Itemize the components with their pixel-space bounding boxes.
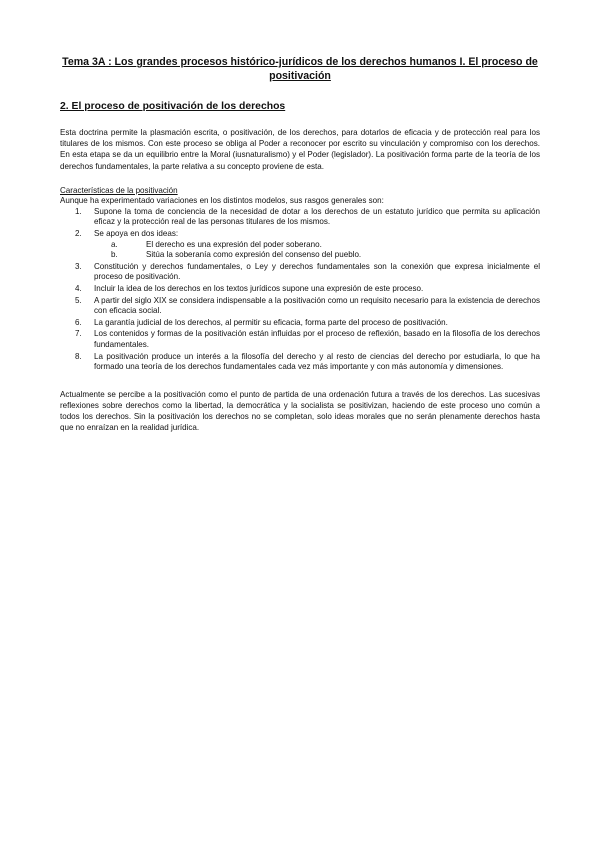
intro-paragraph: Esta doctrina permite la plasmación escrita, o positivación, de los derechos, para dotarlos de eficacia y de protección real para los titulares de los mismos. Con este proceso se obliga al Poder a reconocer por escrito su vinculación y compromiso con los derechos. En esta etapa se da un equilibrio entre la Moral (iusnaturalismo) y el Poder (legislador). La positivación forma parte de la teoría de los derechos fundamentales, la parte relativa a su concepto proviene de esta. [60,128,540,171]
document-title: Tema 3A : Los grandes procesos histórico-jurídicos de los derechos humanos I. El proceso de positivación [62,56,538,82]
list-number: 7. [75,329,82,339]
list-number: 6. [75,317,82,327]
list-item [60,207,540,228]
list-item [60,284,540,295]
sub-list-item-text: El derecho es una expresión del poder soberano. [146,239,322,249]
list-number: 4. [75,283,82,293]
list-item [60,229,540,261]
characteristics-list [60,207,540,373]
sub-list-item [94,250,540,261]
sub-list [94,240,540,261]
closing-paragraph: Actualmente se percibe a la positivación como el punto de partida de una ordenación futura a través de los derechos. Las sucesivas reflexiones sobre derechos como la libertad, la democrática y la socialista se positivizan, haciendo de este proceso uno común a todos los derechos. Sin la positivación los derechos no se completan, solo ideas morales que no serán plenamente derechos hasta que no enraízan en la realidad jurídica. [60,389,540,433]
sub-list-letter: b. [111,250,118,260]
list-item-text: A partir del siglo XIX se considera indispensable a la positivación como un requisito necesario para la existencia de derechos con eficacia social. [94,295,540,316]
list-item-text: Constitución y derechos fundamentales, o Ley y derechos fundamentales son la conexión que expresa inicialmente el proceso de positivación. [94,261,540,282]
characteristics-heading: Características de la positivación [60,185,178,195]
list-item-text: La garantía judicial de los derechos, al permitir su eficacia, forma parte del proceso de positivación. [94,317,448,327]
list-item-text: Los contenidos y formas de la positivación están influidas por el proceso de reflexión, basado en la filosofía de los derechos fundamentales. [94,329,540,349]
sub-list-item [94,240,540,251]
list-item [60,352,540,373]
characteristics-intro: Aunque ha experimentado variaciones en los distintos modelos, sus rasgos generales son: [60,196,384,206]
list-item [60,296,540,317]
list-item-text: La positivación produce un interés a la filosofía del derecho y al resto de ciencias del derecho por estudiarla, lo que ha formado una teoría de los derechos fundamentales cada vez más importante y con más autonomía y dimensiones. [94,351,540,372]
sub-list-letter: a. [111,239,118,249]
list-item-text: Supone la toma de conciencia de la necesidad de dotar a los derechos de un estatuto jurídico que permita su aplicación eficaz y la protección real de las personas titulares de los mismos. [94,206,540,227]
list-number: 2. [75,229,82,238]
list-number: 8. [75,351,82,361]
section-heading: 2. El proceso de positivación de los derechos [60,101,286,112]
list-item-text: Se apoya en dos ideas: [94,229,179,238]
list-item [60,329,540,350]
list-number: 3. [75,261,82,271]
list-number: 1. [75,206,82,216]
list-item [60,262,540,283]
sub-list-item-text: Sitúa la soberanía como expresión del consenso del pueblo. [146,250,362,260]
list-item [60,318,540,329]
list-number: 5. [75,295,82,305]
list-item-text: Incluir la idea de los derechos en los textos jurídicos supone una expresión de este proceso. [94,283,424,293]
